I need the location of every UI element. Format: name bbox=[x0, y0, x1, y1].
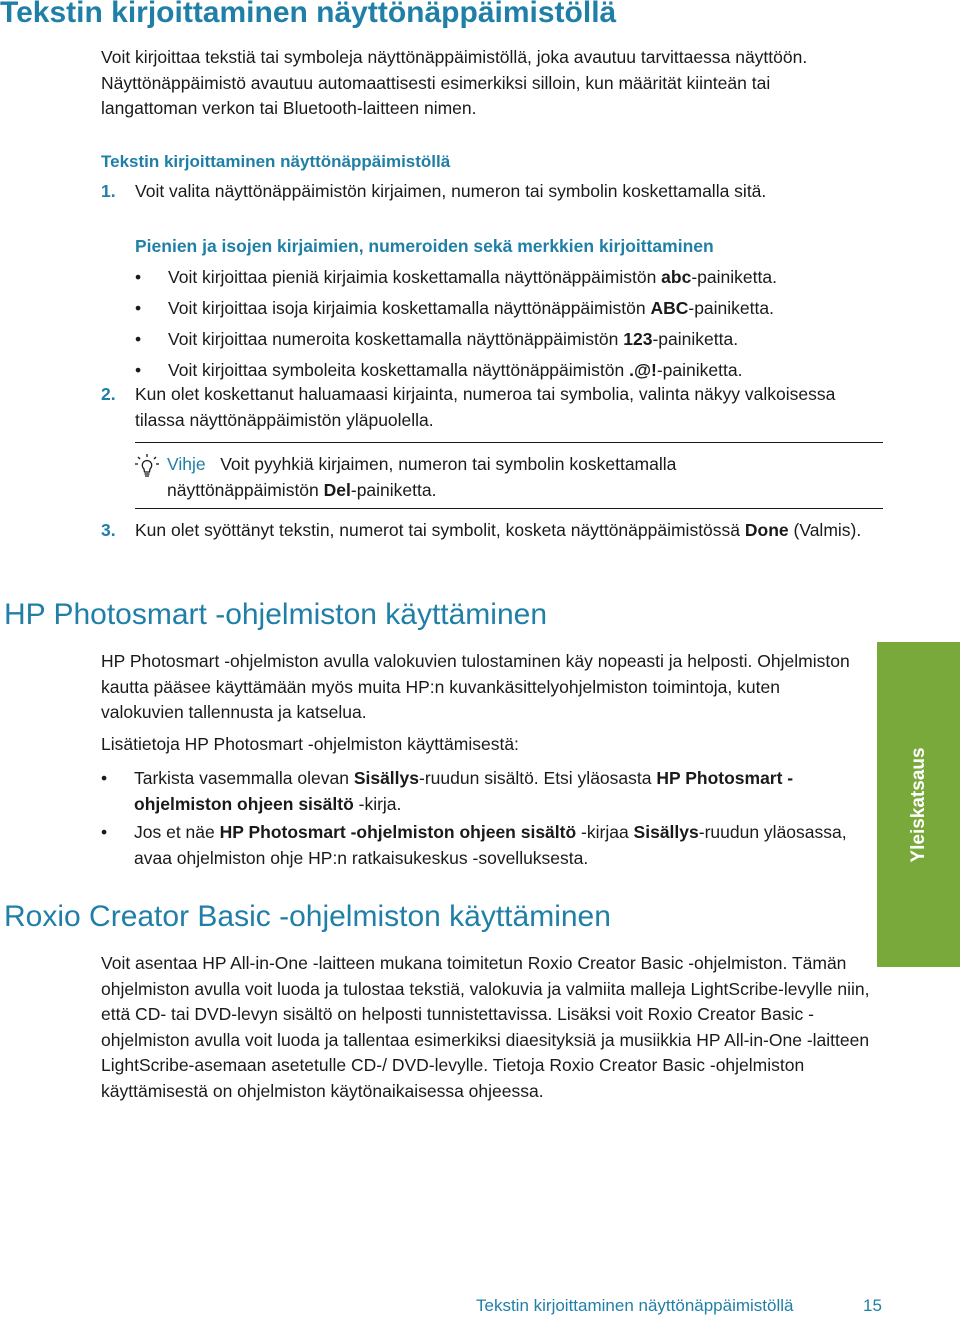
bullet-marker: • bbox=[101, 822, 108, 842]
step-2 bbox=[101, 382, 871, 433]
list-item bbox=[135, 265, 875, 296]
bullet-text: -ruudun sisältö. Etsi yläosasta bbox=[419, 768, 657, 788]
lightbulb-icon bbox=[135, 453, 163, 483]
bullet-text: Voit kirjoittaa numeroita koskettamalla näyttönäppäimistön bbox=[168, 329, 624, 349]
step-suffix: (Valmis). bbox=[788, 520, 862, 540]
bullet-text: Voit kirjoittaa isoja kirjaimia koskettamalla näyttönäppäimistön bbox=[168, 298, 651, 318]
key-name: .@! bbox=[629, 360, 657, 380]
tip-bottom-rule bbox=[135, 508, 883, 509]
tip-top-rule bbox=[135, 442, 883, 443]
key-name: Del bbox=[323, 479, 351, 500]
section-title-keyboard: Tekstin kirjoittaminen näyttönäppäimistöllä bbox=[0, 0, 617, 29]
step-3 bbox=[101, 518, 871, 544]
side-tab-label: Yleiskatsaus bbox=[907, 746, 929, 863]
side-tab bbox=[877, 642, 960, 967]
photosmart-paragraph: HP Photosmart -ohjelmiston avulla valokuvien tulostaminen käy nopeasti ja helposti. Ohjelmiston kautta pääsee käyttämään myös muita HP:n kuvankäsittelyohjelmiston toimintoja, kuten valokuvien tallennusta ja katselua. bbox=[101, 651, 850, 722]
bullet-marker: • bbox=[135, 360, 142, 380]
key-name: 123 bbox=[623, 329, 653, 349]
tip-suffix: -painiketta. bbox=[350, 479, 437, 500]
subsection-title: Pienien ja isojen kirjaimien, numeroiden sekä merkkien kirjoittaminen bbox=[135, 236, 714, 256]
step-number: 2. bbox=[101, 384, 116, 404]
keyboard-bullet-list bbox=[135, 265, 875, 389]
page-number: 15 bbox=[863, 1296, 882, 1315]
key-name: Done bbox=[744, 520, 789, 540]
bullet-text: Tarkista vasemmalla olevan bbox=[134, 768, 354, 788]
key-name: ABC bbox=[650, 298, 689, 318]
intro-paragraph: Voit kirjoittaa tekstiä tai symboleja näyttönäppäimistöllä, joka avautuu tarvittaessa näyttöön. Näyttönäppäimistö avautuu automaattisesti esimerkiksi silloin, kun määrität kiinteän tai langattoman verkon tai Bluetooth-laitteen nimen. bbox=[101, 47, 808, 118]
bullet-text: Jos et näe bbox=[134, 822, 220, 842]
photosmart-bullet-2 bbox=[101, 820, 881, 871]
bullet-marker: • bbox=[135, 267, 142, 287]
bullet-bold: Sisällys bbox=[633, 822, 699, 842]
bullet-suffix: -painiketta. bbox=[688, 298, 774, 318]
tip-body: Voit pyyhkiä kirjaimen, numeron tai symbolin koskettamalla näyttönäppäimistön bbox=[167, 454, 677, 500]
bullet-suffix: -painiketta. bbox=[652, 329, 739, 349]
step-1 bbox=[101, 179, 861, 205]
bullet-bold: HP Photosmart -ohjelmiston ohjeen sisältö bbox=[219, 822, 577, 842]
step-number: 3. bbox=[101, 520, 116, 540]
procedure-title: Tekstin kirjoittaminen näyttönäppäimistöllä bbox=[101, 152, 451, 171]
step-number: 1. bbox=[101, 181, 116, 201]
photosmart-bullet-1 bbox=[101, 766, 881, 817]
bullet-text: -kirja. bbox=[353, 793, 402, 814]
tip-label: Vihje bbox=[167, 454, 206, 474]
photosmart-more-info: Lisätietoja HP Photosmart -ohjelmiston käyttämisestä: bbox=[101, 734, 519, 754]
section-title-roxio: Roxio Creator Basic -ohjelmiston käyttäminen bbox=[4, 900, 611, 933]
list-item bbox=[135, 296, 875, 327]
bullet-text: Voit kirjoittaa symboleita koskettamalla näyttönäppäimistön bbox=[168, 360, 630, 380]
step-text: Voit valita näyttönäppäimistön kirjaimen, numeron tai symbolin koskettamalla sitä. bbox=[135, 181, 767, 201]
step-text: Kun olet koskettanut haluamaasi kirjainta, numeroa tai symbolia, valinta näkyy valkoisessa tilassa näyttönäppäimistön yläpuolella. bbox=[135, 384, 836, 430]
bullet-suffix: -painiketta. bbox=[656, 360, 743, 380]
section-title-photosmart: HP Photosmart -ohjelmiston käyttäminen bbox=[4, 598, 548, 631]
footer-title: Tekstin kirjoittaminen näyttönäppäimistöllä bbox=[476, 1296, 794, 1315]
bullet-text: -kirjaa bbox=[576, 822, 634, 842]
bullet-marker: • bbox=[135, 298, 142, 318]
bullet-text: Voit kirjoittaa pieniä kirjaimia koskettamalla näyttönäppäimistön bbox=[168, 267, 662, 287]
roxio-paragraph: Voit asentaa HP All-in-One -laitteen mukana toimitetun Roxio Creator Basic -ohjelmiston. Tämän ohjelmiston avulla voit luoda ja tulostaa tekstiä, valokuvia ja valmiita malleja LightScribe-levylle niin, että CD- tai DVD-levyn sisältö on helposti tunnistettavissa. Lisäksi voit Roxio Creator Basic -ohjelmiston avulla voit luoda ja tallentaa esimerkiksi diaesityksiä ja musiikkia HP All-in-One -laitteen LightScribe-asemaan asetetulle CD-/ DVD-levylle. Tietoja Roxio Creator Basic -ohjelmiston käyttämisestä on ohjelmiston käytönaikaisessa ohjeessa. bbox=[101, 953, 870, 1101]
tip-text bbox=[167, 452, 807, 503]
bullet-bold: HP Photosmart -ohjelmiston ohjeen sisältö bbox=[134, 768, 794, 814]
list-item bbox=[135, 327, 875, 358]
step-text: Kun olet syöttänyt tekstin, numerot tai symbolit, kosketa näyttönäppäimistössä bbox=[135, 520, 745, 540]
bullet-suffix: -painiketta. bbox=[691, 267, 777, 287]
bullet-text: -ruudun yläosassa, avaa ohjelmiston ohje HP:n ratkaisukeskus -sovelluksesta. bbox=[134, 822, 847, 868]
bullet-marker: • bbox=[135, 329, 142, 349]
key-name: abc bbox=[661, 267, 692, 287]
bullet-bold: Sisällys bbox=[353, 768, 420, 788]
bullet-marker: • bbox=[101, 768, 108, 788]
